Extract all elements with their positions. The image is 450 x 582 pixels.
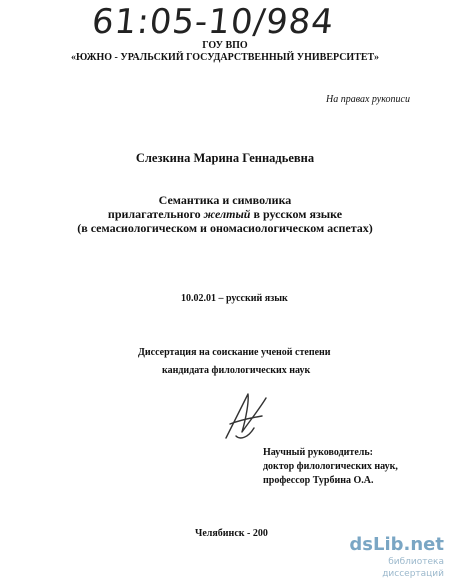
degree-statement-line2: кандидата филологических наук <box>162 365 311 376</box>
archive-number-handwritten: 61:05-10/984 <box>89 2 336 42</box>
dissertation-title-line1: Семантика и символика <box>158 193 292 207</box>
organization-type: ГОУ ВПО <box>202 40 248 51</box>
advisor-name: профессор Турбина О.А. <box>263 475 374 486</box>
dissertation-title-line3: (в семасиологическом и ономасиологическом аспетах) <box>77 221 373 235</box>
specialty-code: 10.02.01 – русский язык <box>181 293 288 304</box>
watermark-brand: dsLib.net <box>349 534 444 555</box>
title-line2-italic-word: желтый <box>203 207 251 221</box>
title-line2-before: прилагательного <box>107 207 204 221</box>
watermark-tagline: библиотека диссертаций <box>382 557 444 579</box>
university-name: «ЮЖНО - УРАЛЬСКИЙ ГОСУДАРСТВЕННЫЙ УНИВЕРСИТЕТ» <box>71 52 379 63</box>
author-name: Слезкина Марина Геннадьевна <box>135 151 315 165</box>
manuscript-rights-note: На правах рукописи <box>326 94 410 105</box>
advisor-degree: доктор филологических наук, <box>263 461 398 472</box>
degree-statement-line1: Диссертация на соискание ученой степени <box>138 347 331 358</box>
dissertation-title-line2 <box>0 207 450 222</box>
author-signature <box>222 388 272 449</box>
watermark <box>334 534 444 580</box>
signature-drawing <box>222 388 272 444</box>
title-line2-after: в русском языке <box>250 207 343 221</box>
city-year: Челябинск - 200 <box>195 528 268 539</box>
advisor-label: Научный руководитель: <box>263 447 373 458</box>
